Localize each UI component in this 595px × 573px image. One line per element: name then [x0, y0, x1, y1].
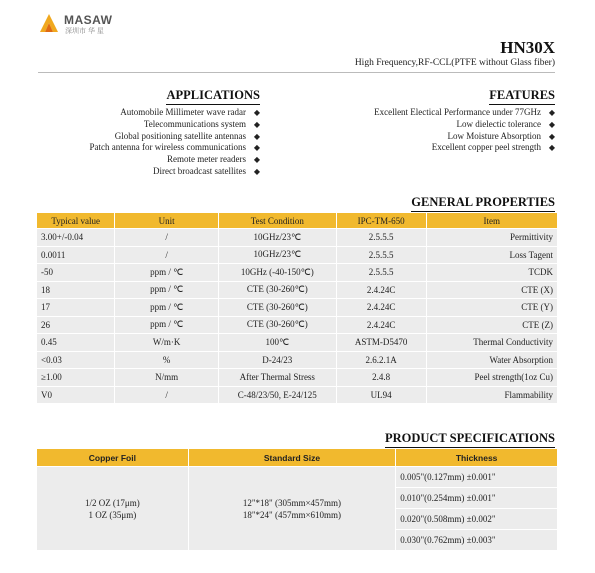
unit-cell: / — [115, 387, 218, 404]
test-condition-cell: CTE (30-260℃) — [219, 282, 336, 299]
application-item: Automobile Millimeter wave radar ◆ — [120, 107, 260, 117]
application-item: Telecommunications system ◆ — [143, 118, 260, 129]
product-specifications-heading: PRODUCT SPECIFICATIONS — [385, 431, 555, 446]
bullet-icon: ◆ — [253, 155, 260, 165]
unit-cell: N/mm — [115, 369, 218, 386]
standard-size-cell — [189, 467, 396, 550]
col-unit: Unit — [115, 213, 218, 228]
typical-value-cell: V0 — [37, 387, 114, 404]
ipc-cell: 2.5.5.5 — [337, 264, 426, 281]
typical-value-cell: 3.00+/-0.04 — [37, 229, 114, 246]
general-properties-table — [36, 212, 558, 404]
unit-cell: ppm / ℃ — [115, 282, 218, 299]
item-cell: Thermal Conductivity — [427, 334, 557, 351]
application-item: Direct broadcast satellites ◆ — [153, 165, 260, 176]
bullet-icon: ◆ — [253, 143, 260, 153]
typical-value-cell: 18 — [37, 282, 114, 299]
ipc-cell: 2.6.2.1A — [337, 352, 426, 369]
unit-cell: / — [115, 247, 218, 264]
test-condition-cell: 10GHz/23℃ — [219, 247, 336, 264]
ipc-cell: 2.4.24C — [337, 299, 426, 316]
logo-mark-icon — [38, 12, 60, 34]
table-row — [37, 352, 557, 369]
brand-logo — [38, 10, 112, 38]
bullet-icon: ◆ — [548, 143, 555, 153]
item-cell: Permittivity — [427, 229, 557, 246]
typical-value-cell: 0.45 — [37, 334, 114, 351]
item-cell: Water Absorption — [427, 352, 557, 369]
typical-value-cell: 0.0011 — [37, 247, 114, 264]
test-condition-cell: 100℃ — [219, 334, 336, 351]
col-ipc: IPC-TM-650 — [337, 213, 426, 228]
col-thickness: Thickness — [396, 449, 557, 466]
feature-item: Excellent copper peel strength ◆ — [431, 142, 555, 153]
table-header-row — [37, 213, 557, 228]
thickness-cell: 0.020"(0.508mm) ±0.002" — [396, 509, 557, 529]
typical-value-cell: <0.03 — [37, 352, 114, 369]
application-item: Patch antenna for wireless communications ◆ — [89, 142, 260, 153]
unit-cell: % — [115, 352, 218, 369]
foil-value: 1 OZ (35μm) — [88, 509, 137, 520]
features-heading: FEATURES — [489, 88, 555, 103]
typical-value-cell: ≥1.00 — [37, 369, 114, 386]
item-cell: CTE (Z) — [427, 317, 557, 334]
test-condition-cell: D-24/23 — [219, 352, 336, 369]
features-list — [374, 107, 555, 154]
ipc-cell: 2.5.5.5 — [337, 247, 426, 264]
application-item: Remote meter readers ◆ — [167, 154, 260, 165]
feature-item: Low Moisture Absorption ◆ — [447, 130, 555, 141]
ipc-cell: 2.4.24C — [337, 282, 426, 299]
bullet-icon: ◆ — [253, 166, 260, 176]
unit-cell: / — [115, 229, 218, 246]
ipc-cell: 2.4.24C — [337, 317, 426, 334]
unit-cell: ppm / ℃ — [115, 317, 218, 334]
feature-item: Excellent Electical Performance under 77GHz ◆ — [374, 107, 555, 117]
table-row — [37, 387, 557, 404]
table-row — [37, 247, 557, 264]
col-standard-size: Standard Size — [189, 449, 396, 466]
applications-heading: APPLICATIONS — [166, 88, 260, 103]
table-row — [37, 467, 557, 487]
bullet-icon: ◆ — [253, 108, 260, 117]
doc-title: HN30X — [500, 38, 555, 57]
table-row — [37, 334, 557, 351]
bullet-icon: ◆ — [253, 119, 260, 129]
thickness-cell: 0.010"(0.254mm) ±0.001" — [396, 488, 557, 508]
table-row — [37, 229, 557, 246]
foil-value: 1/2 OZ (17μm) — [84, 497, 140, 508]
header-rule — [38, 72, 555, 73]
table-row — [37, 264, 557, 281]
test-condition-cell: After Thermal Stress — [219, 369, 336, 386]
bullet-icon: ◆ — [548, 131, 555, 141]
copper-foil-cell — [37, 467, 188, 550]
bullet-icon: ◆ — [548, 108, 555, 117]
test-condition-cell: 10GHz (-40-150℃) — [219, 264, 336, 281]
item-cell: TCDK — [427, 264, 557, 281]
test-condition-cell: C-48/23/50, E-24/125 — [219, 387, 336, 404]
ipc-cell: UL94 — [337, 387, 426, 404]
typical-value-cell: 17 — [37, 299, 114, 316]
unit-cell: ppm / ℃ — [115, 299, 218, 316]
thickness-cell: 0.030"(0.762mm) ±0.003" — [396, 530, 557, 550]
col-test-condition: Test Condition — [219, 213, 336, 228]
unit-cell: ppm / ℃ — [115, 264, 218, 281]
product-specifications-table — [36, 448, 558, 551]
col-typical-value: Typical value — [37, 213, 114, 228]
col-copper-foil: Copper Foil — [37, 449, 188, 466]
brand-name: MASAW — [64, 13, 113, 27]
applications-list — [90, 107, 260, 178]
test-condition-cell: CTE (30-260℃) — [219, 317, 336, 334]
ipc-cell: 2.5.5.5 — [337, 229, 426, 246]
table-row — [37, 369, 557, 386]
application-item: Global positioning satellite antennas ◆ — [114, 130, 260, 141]
thickness-cell: 0.005"(0.127mm) ±0.001" — [396, 467, 557, 487]
table-row — [37, 317, 557, 334]
bullet-icon: ◆ — [253, 131, 260, 141]
item-cell: Loss Tagent — [427, 247, 557, 264]
item-cell: CTE (X) — [427, 282, 557, 299]
size-value: 18"*24" (457mm×610mm) — [242, 509, 342, 520]
typical-value-cell: 26 — [37, 317, 114, 334]
table-header-row — [37, 449, 557, 466]
item-cell: Flammability — [427, 387, 557, 404]
ipc-cell: 2.4.8 — [337, 369, 426, 386]
col-item: Item — [427, 213, 557, 228]
unit-cell: W/m·K — [115, 334, 218, 351]
table-row — [37, 299, 557, 316]
item-cell: CTE (Y) — [427, 299, 557, 316]
general-properties-heading: GENERAL PROPERTIES — [411, 195, 555, 210]
brand-sub: 深圳市 华 星 — [65, 28, 104, 35]
ipc-cell: ASTM-D5470 — [337, 334, 426, 351]
item-cell: Peel strength(1oz Cu) — [427, 369, 557, 386]
typical-value-cell: -50 — [37, 264, 114, 281]
feature-item: Low dielectic tolerance ◆ — [456, 118, 555, 129]
doc-subtitle: High Frequency,RF-CCL(PTFE without Glass fiber) — [354, 58, 555, 68]
table-row — [37, 282, 557, 299]
size-value: 12"*18" (305mm×457mm) — [242, 497, 342, 508]
test-condition-cell: CTE (30-260℃) — [219, 299, 336, 316]
bullet-icon: ◆ — [548, 119, 555, 129]
test-condition-cell: 10GHz/23℃ — [219, 229, 336, 246]
